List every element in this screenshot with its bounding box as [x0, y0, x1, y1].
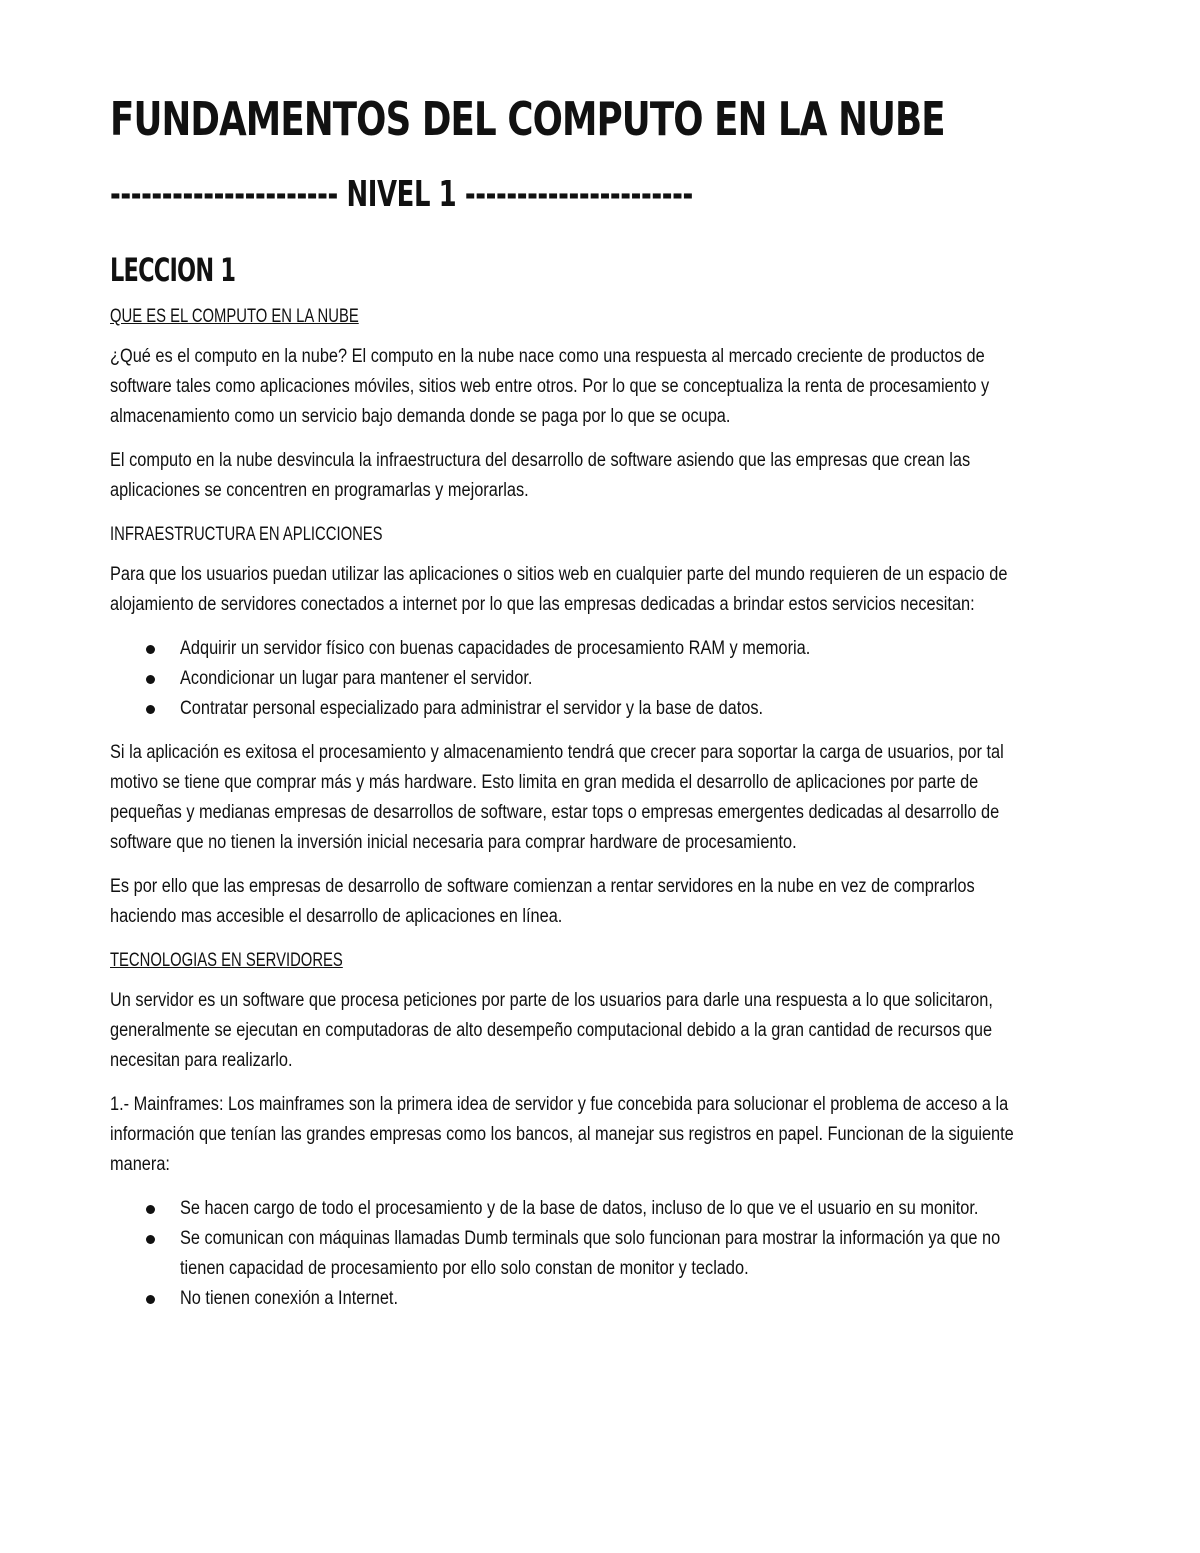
section-heading-que-es: QUE ES EL COMPUTO EN LA NUBE — [110, 306, 359, 327]
list-item-text: Adquirir un servidor físico con buenas capacidades de procesamiento RAM y memoria. — [180, 638, 811, 659]
list-item-text: Acondicionar un lugar para mantener el servidor. — [180, 668, 533, 689]
paragraph: 1.- Mainframes: Los mainframes son la primera idea de servidor y fue concebida para solucionar el problema de acceso a la información que tenían las grandes empresas como los bancos, al manejar sus registros en papel. Funcionan de la siguiente manera: — [110, 1094, 1014, 1175]
document-title: FUNDAMENTOS DEL COMPUTO EN LA NUBE — [110, 92, 945, 146]
paragraph: Para que los usuarios puedan utilizar las aplicaciones o sitios web en cualquier parte del mundo requieren de un espacio de alojamiento de servidores conectados a internet por lo que las empresas dedicadas a brindar estos servicios necesitan: — [110, 564, 1008, 615]
list-item-text: Contratar personal especializado para administrar el servidor y la base de datos. — [180, 698, 764, 719]
list-item — [110, 1224, 1020, 1284]
bullet-icon — [146, 1205, 155, 1214]
list-item — [110, 634, 1020, 664]
list-item-text: Se hacen cargo de todo el procesamiento y de la base de datos, incluso de lo que ve el usuario en su monitor. — [180, 1198, 979, 1219]
bullet-list — [110, 1194, 1020, 1314]
list-item — [110, 664, 1020, 694]
section-heading-infraestructura: INFRAESTRUCTURA EN APLICCIONES — [110, 524, 383, 545]
bullet-icon — [146, 645, 155, 654]
paragraph: Si la aplicación es exitosa el procesamiento y almacenamiento tendrá que crecer para soportar la carga de usuarios, por tal motivo se tiene que comprar más y más hardware. Esto limita en gran medida el desarrollo de aplicaciones por parte de pequeñas y medianas empresas de desarrollos de software, estar tops o empresas emergentes dedicadas al desarrollo de software que no tienen la inversión inicial necesaria para comprar hardware de procesamiento. — [110, 742, 1004, 853]
document-page — [110, 88, 1020, 1328]
list-item — [110, 694, 1020, 724]
lesson-title: LECCION 1 — [110, 251, 236, 289]
section-heading-tecnologias: TECNOLOGIAS EN SERVIDORES — [110, 950, 343, 971]
bullet-icon — [146, 1295, 155, 1304]
list-item — [110, 1284, 1020, 1314]
paragraph: El computo en la nube desvincula la infraestructura del desarrollo de software asiendo que las empresas que crean las aplicaciones se concentren en programarlas y mejorarlas. — [110, 450, 971, 501]
list-item-text: Se comunican con máquinas llamadas Dumb terminals que solo funcionan para mostrar la información ya que no tienen capacidad de procesamiento por ello solo constan de monitor y teclado. — [180, 1228, 1001, 1279]
bullet-icon — [146, 705, 155, 714]
bullet-icon — [146, 1235, 155, 1244]
level-heading: ---------------------- NIVEL 1 ---------------------- — [110, 174, 693, 215]
list-item-text: No tienen conexión a Internet. — [180, 1288, 399, 1309]
paragraph: Un servidor es un software que procesa peticiones por parte de los usuarios para darle una respuesta a lo que solicitaron, generalmente se ejecutan en computadoras de alto desempeño computacional debido a la gran cantidad de recursos que necesitan para realizarlo. — [110, 990, 993, 1071]
paragraph: Es por ello que las empresas de desarrollo de software comienzan a rentar servidores en la nube en vez de comprarlos haciendo mas accesible el desarrollo de aplicaciones en línea. — [110, 876, 975, 927]
bullet-list — [110, 634, 1020, 724]
paragraph: ¿Qué es el computo en la nube? El computo en la nube nace como una respuesta al mercado creciente de productos de software tales como aplicaciones móviles, sitios web entre otros. Por lo que se conceptualiza la renta de procesamiento y almacenamiento como un servicio bajo demanda donde se paga por lo que se ocupa. — [110, 346, 990, 427]
list-item — [110, 1194, 1020, 1224]
bullet-icon — [146, 675, 155, 684]
